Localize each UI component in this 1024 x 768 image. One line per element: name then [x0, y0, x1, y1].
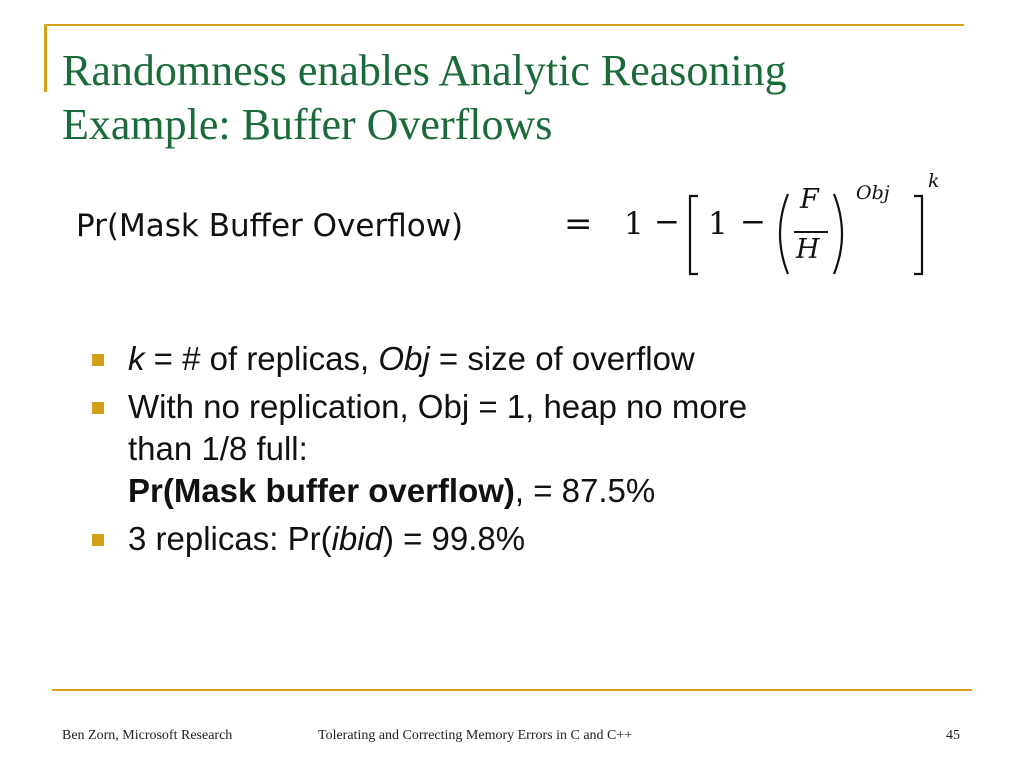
bullet-text: than 1/8 full:: [128, 430, 308, 467]
bullet-item: [90, 338, 970, 380]
left-square-bracket: [690, 196, 698, 274]
bullet-text: ) = 99.8%: [382, 520, 526, 557]
slide-frame-top: [44, 24, 964, 26]
left-paren: [780, 194, 788, 274]
right-paren: [834, 194, 842, 274]
bullet-text: = size of overflow: [429, 340, 695, 377]
bullet-item: [90, 386, 970, 512]
bullet-text: = # of replicas,: [144, 340, 379, 377]
var-obj: Obj: [378, 340, 430, 377]
formula-lhs: Pr(Mask Buffer Overflow): [76, 208, 464, 244]
slide-title: [62, 44, 787, 152]
bullet-marker: [92, 534, 104, 546]
footer-author: Ben Zorn, Microsoft Research: [62, 728, 233, 743]
bullet-marker: [92, 354, 104, 366]
footer-divider: [52, 689, 972, 691]
footer-page-number: 45: [946, 728, 960, 743]
formula-one-b: 1: [708, 206, 728, 242]
bold-expression: Pr(Mask buffer overflow): [128, 472, 515, 509]
formula-brackets: [76, 180, 956, 280]
bullet-text: 3 replicas: Pr(: [128, 520, 332, 557]
formula-numerator: F: [800, 184, 819, 215]
bullet-list: [90, 338, 970, 566]
formula-outer-exponent: k: [928, 170, 940, 192]
ibid-text: ibid: [331, 520, 383, 557]
formula-denominator: H: [796, 234, 820, 265]
formula-inner-exponent: Obj: [856, 182, 890, 204]
bullet-result-line: [128, 470, 970, 512]
bullet-item: [90, 518, 970, 560]
title-line-1: Randomness enables Analytic Reasoning: [62, 46, 787, 95]
right-square-bracket: [914, 196, 922, 274]
formula-equals: =: [564, 204, 593, 244]
bullet-result: , = 87.5%: [514, 472, 656, 509]
footer-talk-title: Tolerating and Correcting Memory Errors in C and C++: [318, 728, 633, 743]
title-line-2: Example: Buffer Overflows: [62, 100, 553, 149]
bullet-marker: [92, 402, 104, 414]
formula-minus-b: −: [740, 204, 766, 240]
bullet-text: With no replication, Obj = 1, heap no more: [128, 388, 748, 425]
formula-one-a: 1: [624, 206, 644, 242]
var-k: k: [128, 340, 145, 377]
slide-frame-left: [44, 24, 47, 92]
probability-formula: [76, 170, 956, 280]
formula-minus-a: −: [654, 204, 680, 240]
